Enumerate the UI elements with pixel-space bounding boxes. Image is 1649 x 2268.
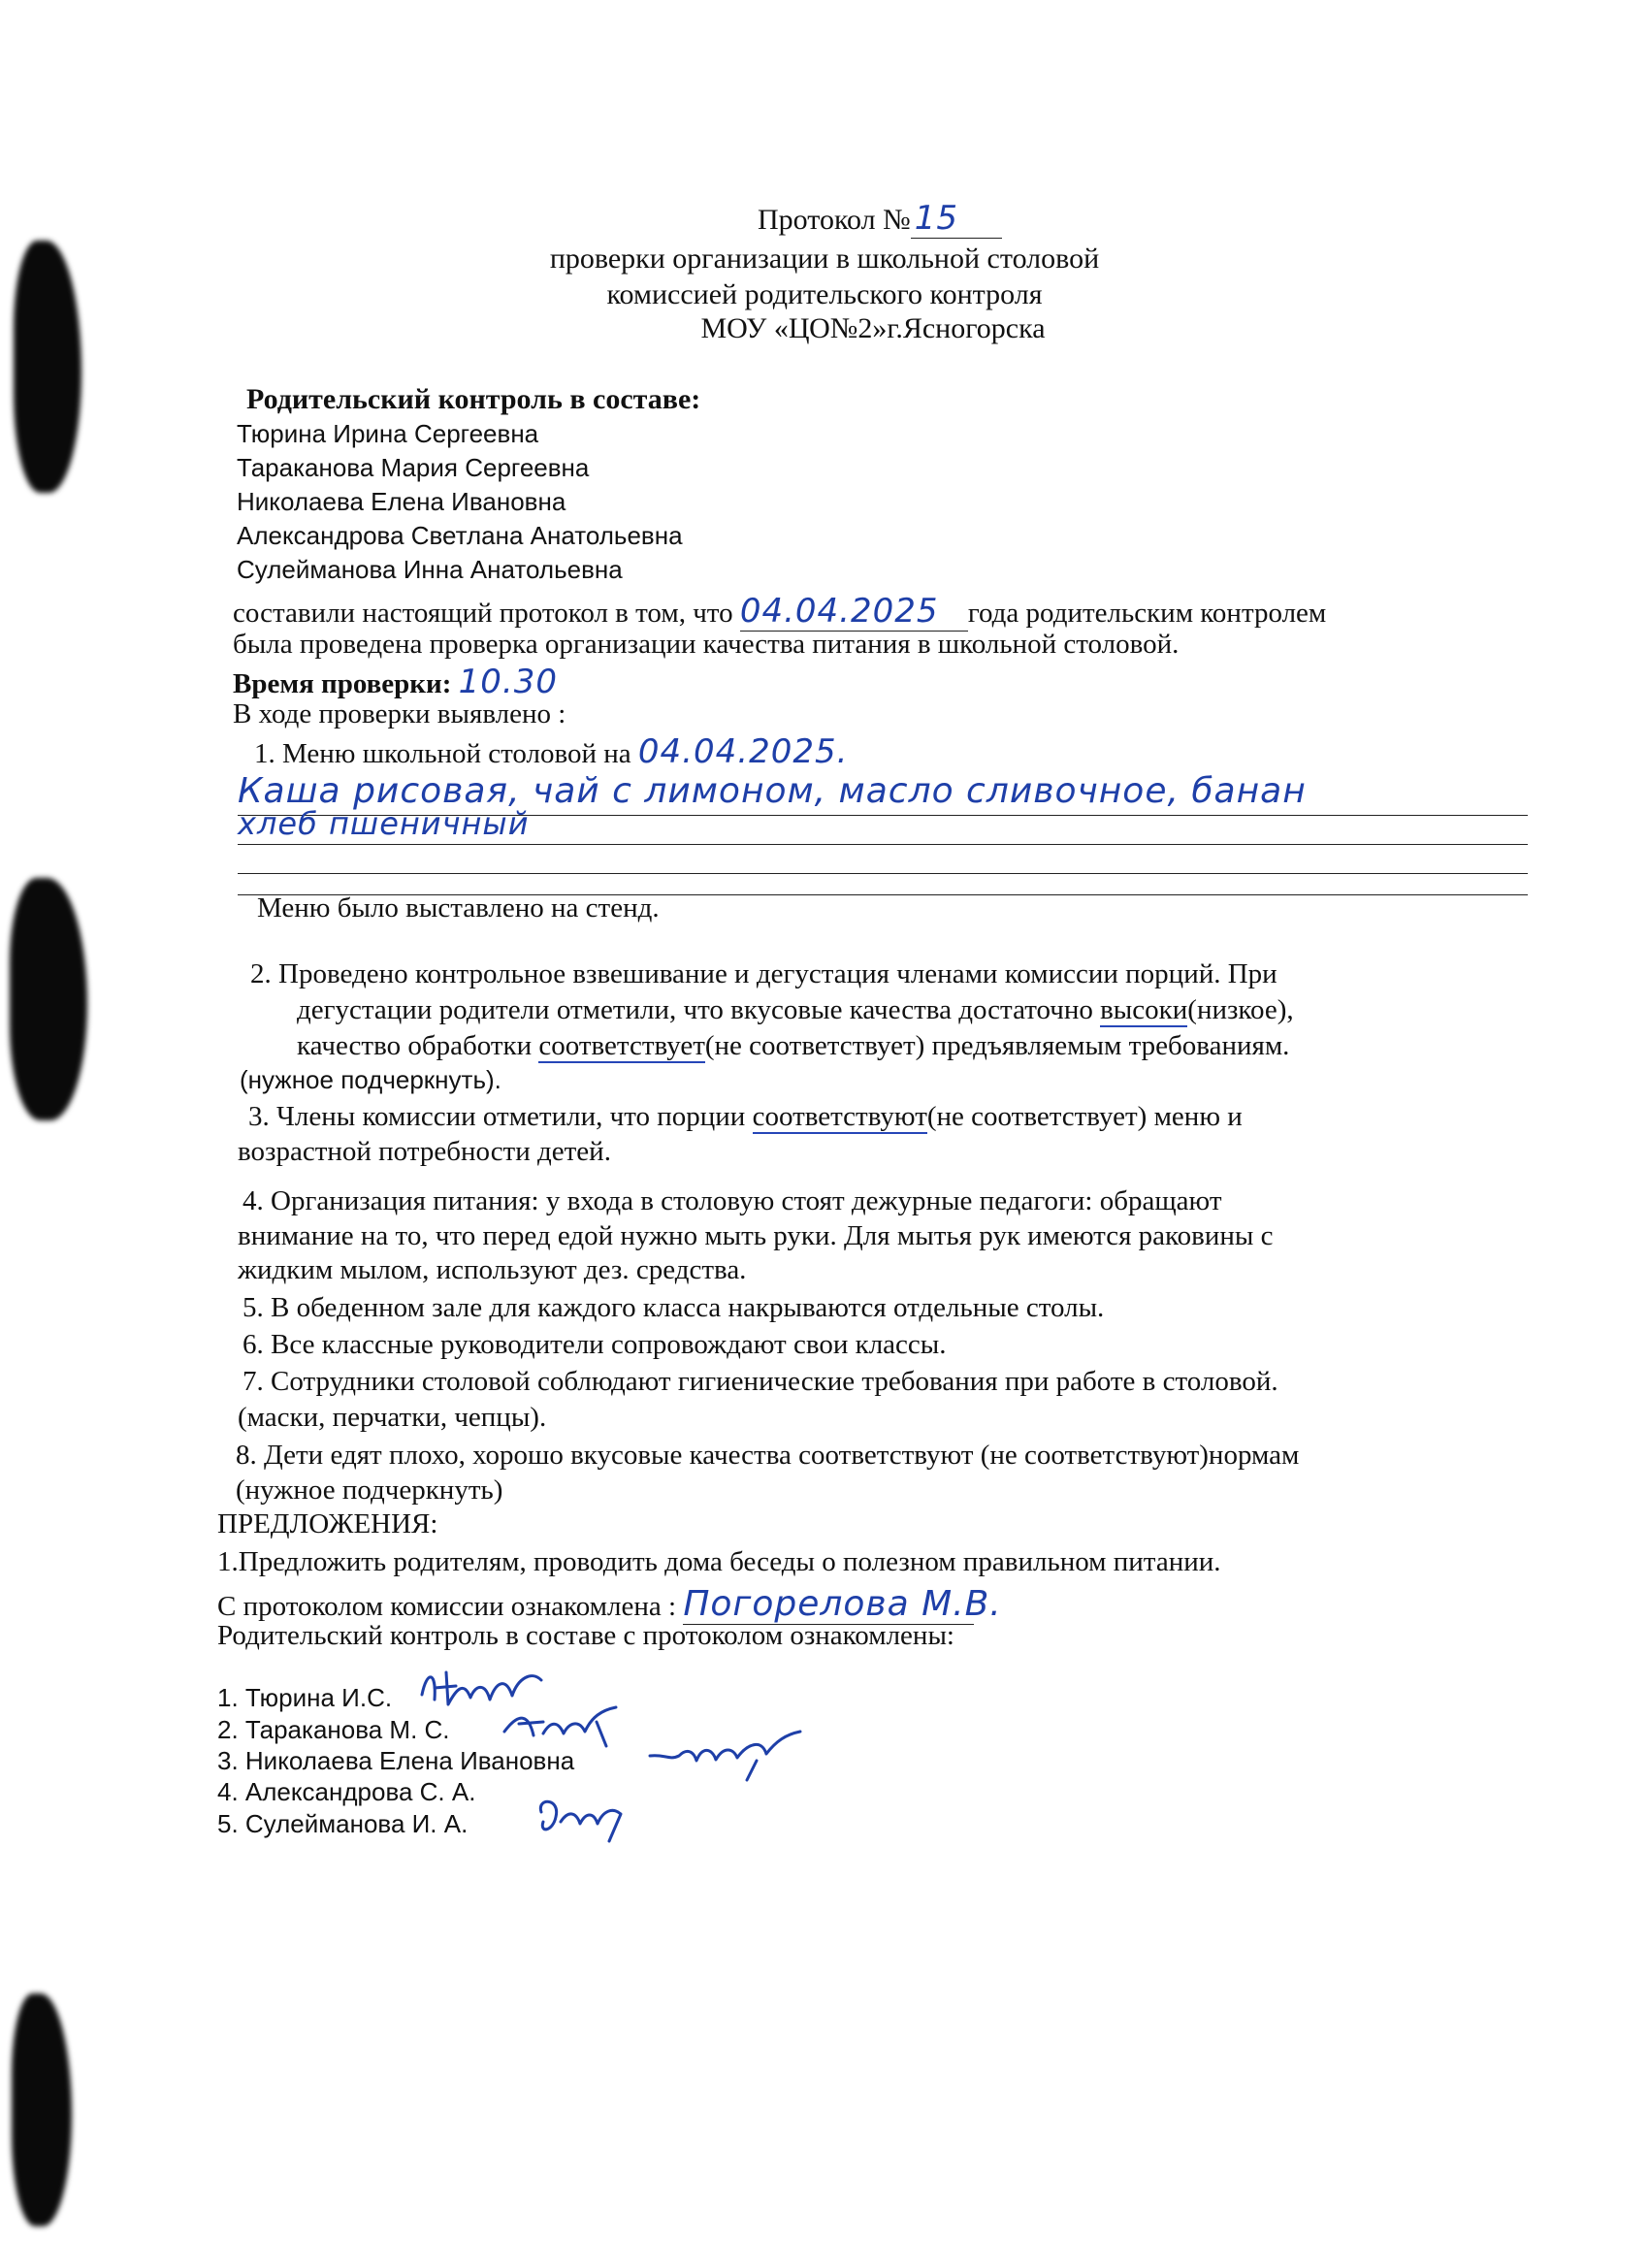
scan-blot-bottom <box>12 1993 72 2226</box>
item-3-text-b: (не соответствует) меню и <box>926 1101 1243 1132</box>
committee-member-1: Тюрина Ирина Сергеевна <box>237 419 539 448</box>
item-8-line-1: 8. Дети едят плохо, хорошо вкусовые качества соответствуют (не соответствуют)нормам <box>236 1440 1300 1471</box>
item-8-line-2: (нужное подчеркнуть) <box>236 1474 503 1506</box>
menu-item-label: 1. Меню школьной столовой на <box>254 738 631 769</box>
scan-blot-middle <box>10 878 87 1120</box>
item-2-line-3 <box>297 1030 1289 1062</box>
item-2-line-1: 2. Проведено контрольное взвешивание и дегустация членами комиссии порций. При <box>250 958 1277 989</box>
proposals-heading: ПРЕДЛОЖЕНИЯ: <box>217 1508 438 1539</box>
item-5: 5. В обеденном зале для каждого класса накрываются отдельные столы. <box>242 1292 1105 1323</box>
header-line-2: проверки организации в школьной столовой <box>549 243 1100 275</box>
signature-item-5: 5. Сулейманова И. А. <box>217 1809 469 1838</box>
signature-nikolaeva <box>640 1727 805 1785</box>
item-2-text-c: качество обработки <box>297 1030 539 1061</box>
menu-line-1-handwritten: Каша рисовая, чай с лимоном, масло сливочное, банан <box>238 771 1307 811</box>
findings-intro: В ходе проверки выявлено : <box>233 698 566 729</box>
menu-item <box>254 732 848 771</box>
intro-date-handwritten: 04.04.2025 <box>740 592 968 632</box>
header-line-4: МОУ «ЦО№2»г.Ясногорска <box>700 312 1046 344</box>
item-2-line-2 <box>297 994 1294 1026</box>
committee-heading: Родительский контроль в составе: <box>246 383 701 415</box>
item-7-line-2: (маски, перчатки, чепцы). <box>238 1402 547 1433</box>
check-time-value-handwritten: 10.30 <box>458 663 558 701</box>
item-4-line-1: 4. Организация питания: у входа в столовую стоят дежурные педагоги: обращают <box>242 1185 1222 1216</box>
ack-committee: Родительский контроль в составе с протоколом ознакомлены: <box>217 1620 954 1651</box>
intro-text-after-date: года родительским контролем <box>967 598 1327 629</box>
menu-date-handwritten: 04.04.2025. <box>637 732 849 771</box>
item-4-line-2: внимание на то, что перед едой нужно мыть руки. Для мытья рук имеются раковины с <box>238 1220 1274 1251</box>
item-2-underlined-conforms: соответствует <box>538 1030 705 1061</box>
committee-member-4: Александрова Светлана Анатольевна <box>237 521 683 550</box>
ack-name-handwritten: Погорелова М.В. <box>683 1584 1002 1624</box>
protocol-number-handwritten: 15 <box>911 199 1002 239</box>
item-2-text-b: (низкое), <box>1187 994 1294 1025</box>
signature-item-4: 4. Александрова С. А. <box>217 1777 476 1806</box>
menu-displayed: Меню было выставлено на стенд. <box>257 892 660 923</box>
signature-item-3: 3. Николаева Елена Ивановна <box>217 1746 575 1775</box>
item-3-line-2: возрастной потребности детей. <box>238 1136 611 1167</box>
item-3-text-a: 3. Члены комиссии отметили, что порции <box>248 1101 753 1132</box>
intro-line-1 <box>233 592 1326 632</box>
item-6: 6. Все классные руководители сопровождают свои классы. <box>242 1329 947 1360</box>
intro-line-2: была проведена проверка организации качества питания в школьной столовой. <box>233 629 1180 660</box>
item-2-underlined-high: высоки <box>1100 994 1188 1025</box>
committee-member-3: Николаева Елена Ивановна <box>237 487 566 516</box>
menu-rule-3 <box>238 873 1528 874</box>
committee-member-2: Тараканова Мария Сергеевна <box>237 453 590 482</box>
ack-label: С протоколом комиссии ознакомлена : <box>217 1591 677 1622</box>
item-4-line-3: жидким мылом, используют дез. средства. <box>238 1254 747 1285</box>
item-2-text-d: (не соответствует) предъявляемым требованиям. <box>704 1030 1290 1061</box>
check-time <box>233 663 558 701</box>
signature-suleymanova <box>532 1793 638 1851</box>
menu-line-2-handwritten: хлеб пшеничный <box>238 805 530 842</box>
protocol-title-prefix: Протокол № <box>758 204 911 236</box>
check-time-label: Время проверки: <box>233 668 452 699</box>
item-3-line-1 <box>248 1101 1243 1133</box>
item-7-line-1: 7. Сотрудники столовой соблюдают гигиенические требования при работе в столовой. <box>242 1366 1278 1397</box>
protocol-title <box>758 199 1002 239</box>
header-line-3: комиссией родительского контроля <box>606 278 1043 310</box>
signature-tarakanova <box>500 1702 626 1756</box>
item-2-text-a: дегустации родители отметили, что вкусовые качества достаточно <box>297 994 1101 1025</box>
item-2-note: (нужное подчеркнуть). <box>240 1065 501 1094</box>
menu-rule-2 <box>238 844 1528 845</box>
signature-item-1: 1. Тюрина И.С. <box>217 1683 393 1712</box>
intro-text-before-date: составили настоящий протокол в том, что <box>233 598 733 629</box>
item-3-underlined-conform: соответствуют <box>752 1101 927 1132</box>
ack-line <box>217 1584 1002 1625</box>
proposal-1: 1.Предложить родителям, проводить дома беседы о полезном правильном питании. <box>217 1546 1221 1577</box>
committee-member-5: Сулейманова Инна Анатольевна <box>237 555 623 584</box>
signature-item-2: 2. Тараканова М. С. <box>217 1715 450 1744</box>
